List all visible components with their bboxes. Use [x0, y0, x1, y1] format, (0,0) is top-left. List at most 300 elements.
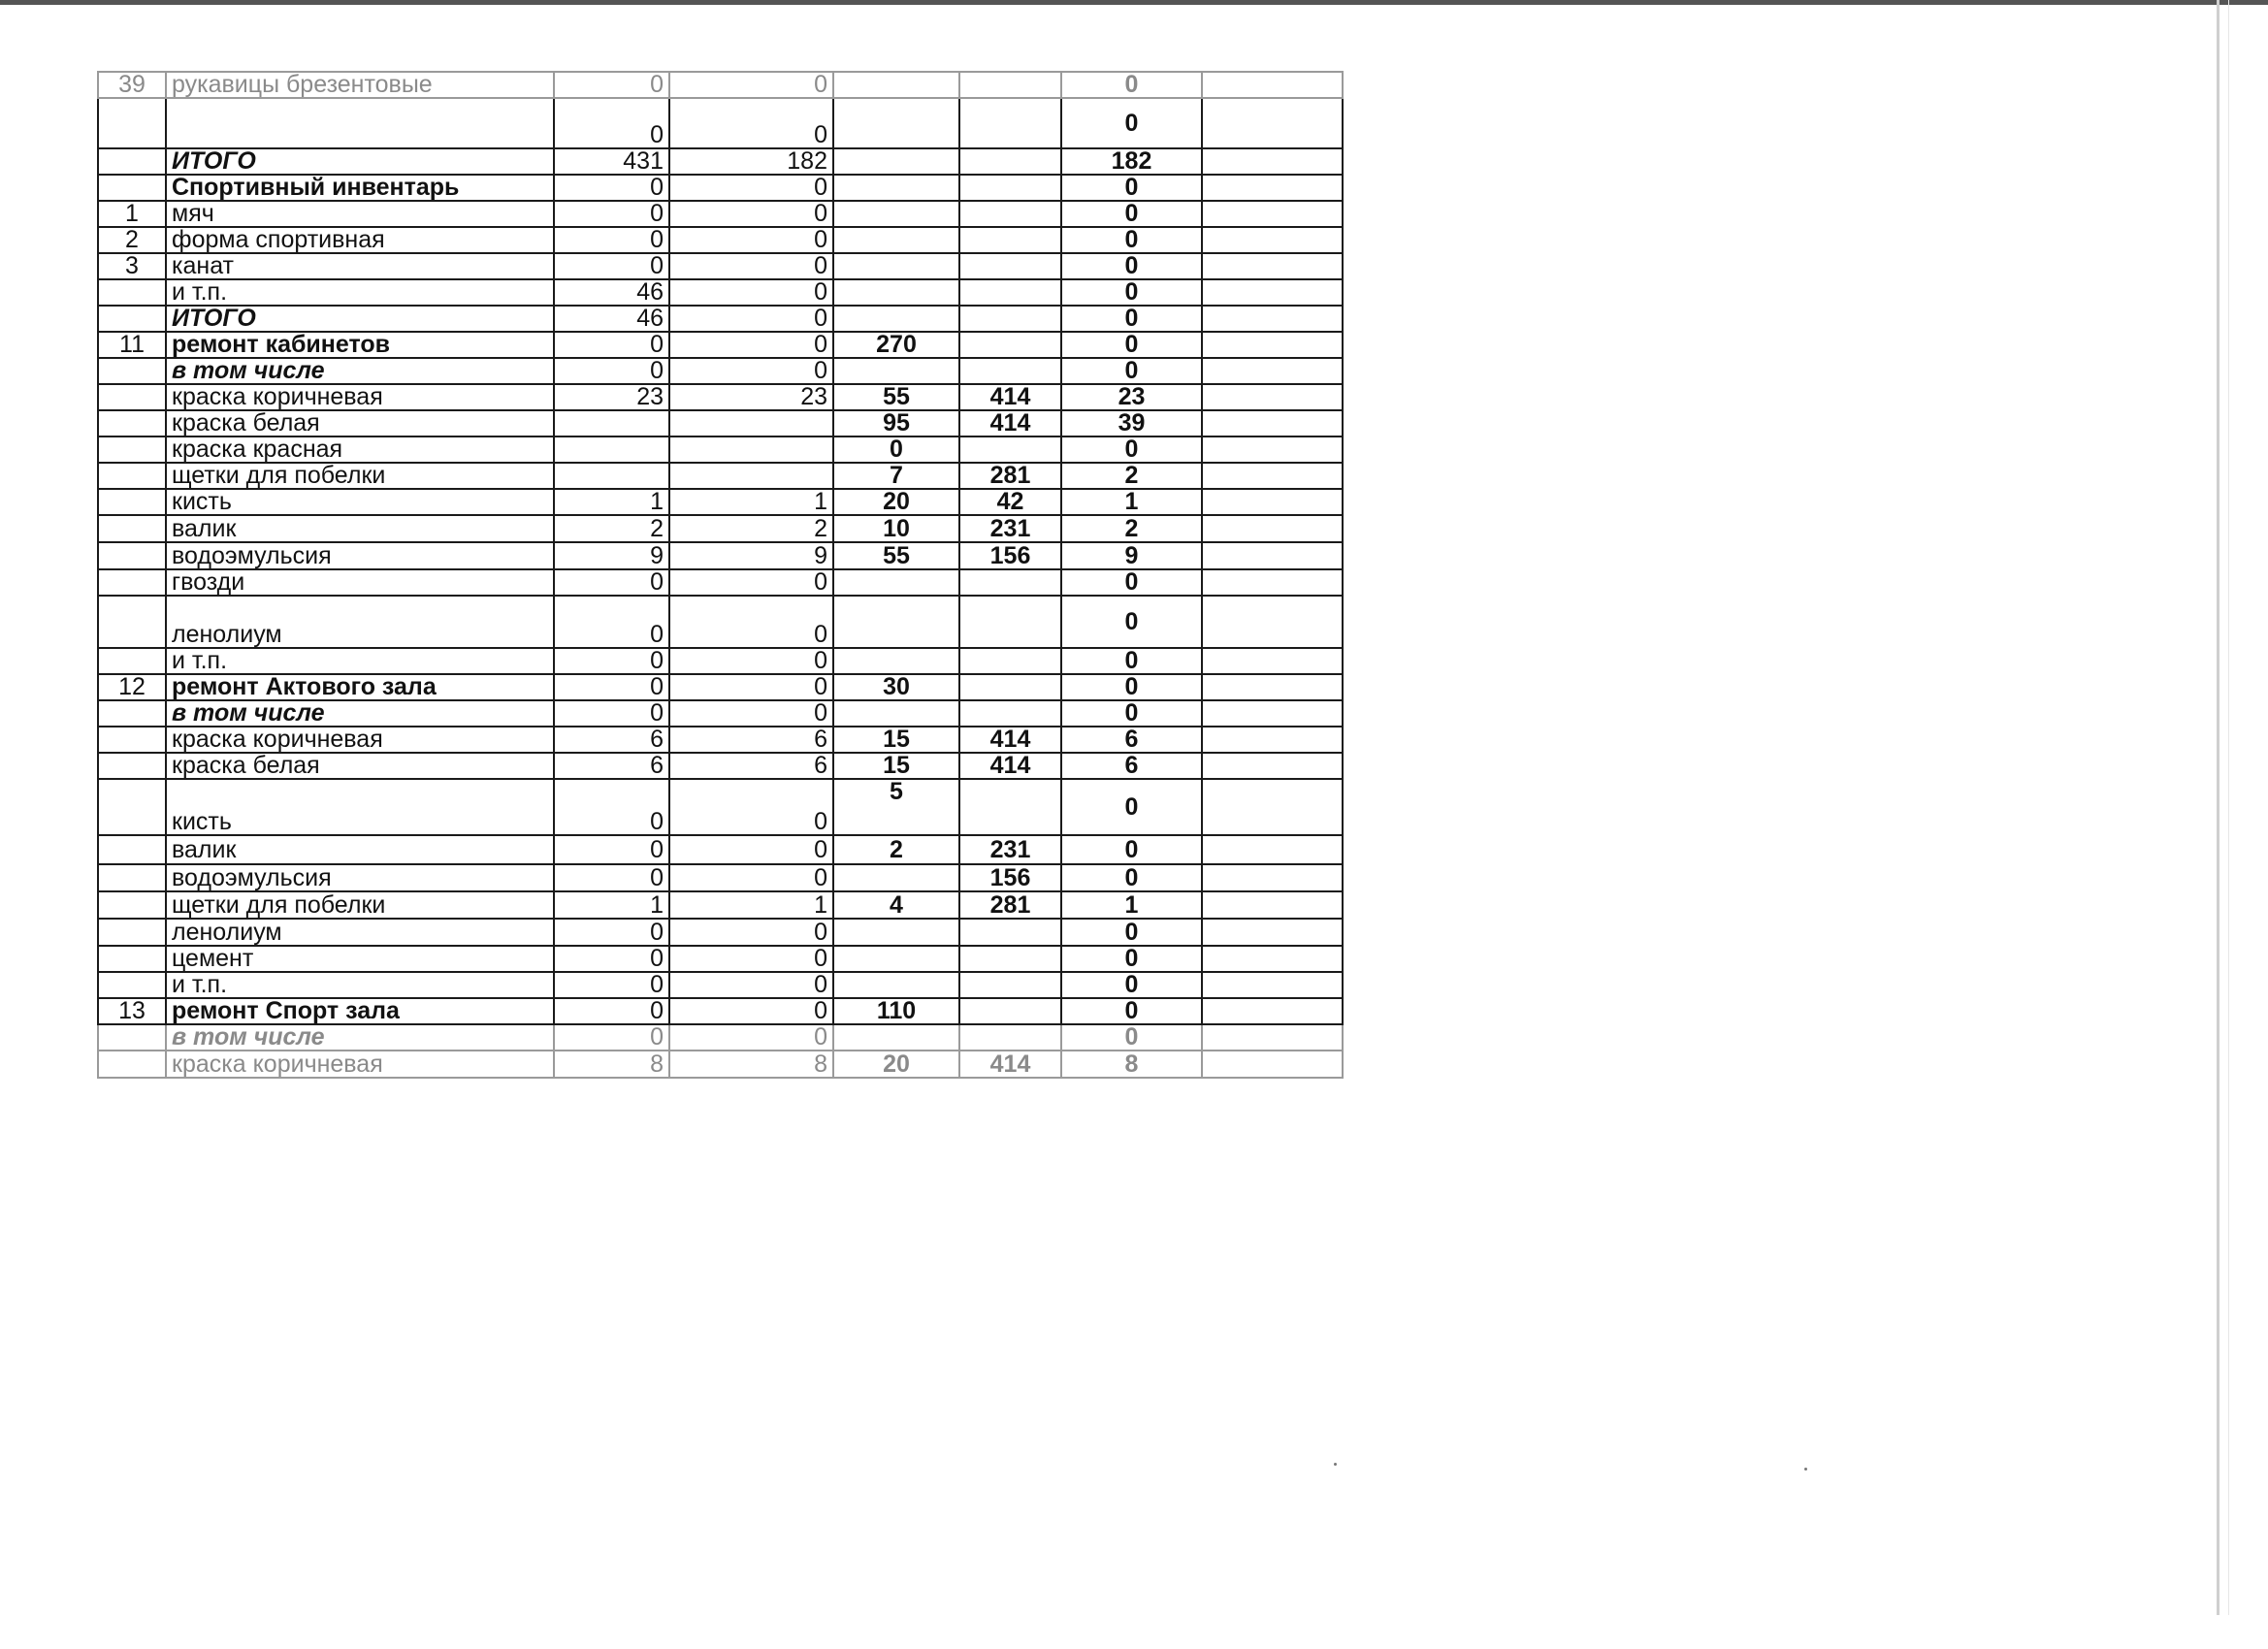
qty-actual-cell: 8 — [669, 1051, 833, 1078]
item-name-cell: кисть — [166, 489, 554, 515]
table-row — [98, 674, 1343, 700]
empty-cell — [1202, 253, 1343, 279]
qty-planned-cell: 0 — [554, 201, 669, 227]
qty-actual-cell: 1 — [669, 489, 833, 515]
empty-cell — [1202, 596, 1343, 648]
empty-cell — [1202, 972, 1343, 998]
qty-planned-cell: 0 — [554, 569, 669, 596]
qty-planned-cell: 0 — [554, 835, 669, 864]
item-name-cell: водоэмульсия — [166, 542, 554, 569]
item-name-cell: щетки для побелки — [166, 891, 554, 919]
table-row — [98, 253, 1343, 279]
qty-norm-cell — [833, 596, 959, 648]
row-number-cell — [98, 835, 166, 864]
item-name-cell: валик — [166, 515, 554, 542]
unit-price-cell — [959, 332, 1061, 358]
qty-planned-cell: 0 — [554, 253, 669, 279]
qty-actual-cell: 0 — [669, 919, 833, 946]
qty-norm-cell — [833, 972, 959, 998]
unit-price-cell: 156 — [959, 864, 1061, 891]
unit-price-cell: 281 — [959, 891, 1061, 919]
table-row — [98, 332, 1343, 358]
item-name-cell: ИТОГО — [166, 148, 554, 175]
qty-actual-cell: 182 — [669, 148, 833, 175]
empty-cell — [1202, 227, 1343, 253]
inventory-table — [97, 71, 1344, 1079]
unit-price-cell — [959, 674, 1061, 700]
unit-price-cell — [959, 779, 1061, 835]
item-name-cell: и т.п. — [166, 648, 554, 674]
row-number-cell — [98, 279, 166, 306]
qty-total-cell: 23 — [1061, 384, 1202, 410]
item-name-cell: ленолиум — [166, 596, 554, 648]
unit-price-cell — [959, 148, 1061, 175]
row-number-cell — [98, 1024, 166, 1051]
table-row — [98, 648, 1343, 674]
qty-norm-cell: 95 — [833, 410, 959, 436]
qty-planned-cell: 2 — [554, 515, 669, 542]
qty-actual-cell: 0 — [669, 700, 833, 727]
row-number-cell — [98, 148, 166, 175]
qty-planned-cell: 9 — [554, 542, 669, 569]
item-name-cell: краска белая — [166, 410, 554, 436]
unit-price-cell: 156 — [959, 542, 1061, 569]
qty-total-cell: 39 — [1061, 410, 1202, 436]
empty-cell — [1202, 72, 1343, 98]
item-name-cell: гвозди — [166, 569, 554, 596]
table-row — [98, 279, 1343, 306]
qty-actual-cell: 0 — [669, 946, 833, 972]
qty-total-cell: 0 — [1061, 227, 1202, 253]
table-row — [98, 227, 1343, 253]
table-row — [98, 175, 1343, 201]
unit-price-cell — [959, 596, 1061, 648]
item-name-cell: и т.п. — [166, 972, 554, 998]
qty-planned-cell: 0 — [554, 227, 669, 253]
row-number-cell — [98, 384, 166, 410]
qty-total-cell: 0 — [1061, 596, 1202, 648]
qty-actual-cell: 0 — [669, 1024, 833, 1051]
unit-price-cell — [959, 201, 1061, 227]
unit-price-cell: 231 — [959, 835, 1061, 864]
qty-total-cell: 0 — [1061, 253, 1202, 279]
qty-norm-cell: 30 — [833, 674, 959, 700]
qty-planned-cell: 0 — [554, 972, 669, 998]
row-number-cell — [98, 648, 166, 674]
qty-actual-cell: 0 — [669, 175, 833, 201]
qty-actual-cell: 6 — [669, 727, 833, 753]
item-name-cell: краска белая — [166, 753, 554, 779]
qty-norm-cell — [833, 201, 959, 227]
qty-planned-cell: 6 — [554, 753, 669, 779]
empty-cell — [1202, 569, 1343, 596]
unit-price-cell — [959, 306, 1061, 332]
empty-cell — [1202, 919, 1343, 946]
item-name-cell: форма спортивная — [166, 227, 554, 253]
table-row — [98, 946, 1343, 972]
row-number-cell — [98, 306, 166, 332]
empty-cell — [1202, 864, 1343, 891]
qty-norm-cell: 55 — [833, 384, 959, 410]
row-number-cell — [98, 358, 166, 384]
empty-cell — [1202, 384, 1343, 410]
qty-norm-cell: 110 — [833, 998, 959, 1024]
item-name-cell: цемент — [166, 946, 554, 972]
qty-planned-cell: 0 — [554, 596, 669, 648]
item-name-cell: в том числе — [166, 700, 554, 727]
item-name-cell: щетки для побелки — [166, 463, 554, 489]
qty-norm-cell — [833, 946, 959, 972]
qty-actual-cell: 0 — [669, 332, 833, 358]
unit-price-cell — [959, 253, 1061, 279]
item-name-cell: ремонт Спорт зала — [166, 998, 554, 1024]
qty-norm-cell: 7 — [833, 463, 959, 489]
qty-norm-cell — [833, 919, 959, 946]
qty-norm-cell — [833, 700, 959, 727]
qty-actual-cell: 1 — [669, 891, 833, 919]
row-number-cell: 39 — [98, 72, 166, 98]
qty-norm-cell: 0 — [833, 436, 959, 463]
qty-actual-cell: 0 — [669, 674, 833, 700]
qty-planned-cell: 0 — [554, 358, 669, 384]
table-row — [98, 148, 1343, 175]
qty-planned-cell: 0 — [554, 779, 669, 835]
qty-norm-cell: 5 — [833, 779, 959, 835]
table-row — [98, 998, 1343, 1024]
qty-planned-cell: 0 — [554, 98, 669, 148]
table-row — [98, 1051, 1343, 1078]
unit-price-cell: 414 — [959, 753, 1061, 779]
empty-cell — [1202, 779, 1343, 835]
qty-norm-cell — [833, 148, 959, 175]
qty-actual-cell: 2 — [669, 515, 833, 542]
item-name-cell: краска красная — [166, 436, 554, 463]
empty-cell — [1202, 306, 1343, 332]
row-number-cell — [98, 891, 166, 919]
row-number-cell — [98, 919, 166, 946]
row-number-cell: 13 — [98, 998, 166, 1024]
row-number-cell: 1 — [98, 201, 166, 227]
table-row — [98, 358, 1343, 384]
table-row — [98, 569, 1343, 596]
qty-norm-cell — [833, 98, 959, 148]
row-number-cell — [98, 98, 166, 148]
qty-total-cell: 0 — [1061, 1024, 1202, 1051]
qty-total-cell: 0 — [1061, 279, 1202, 306]
qty-total-cell: 0 — [1061, 175, 1202, 201]
qty-total-cell: 8 — [1061, 1051, 1202, 1078]
qty-total-cell: 0 — [1061, 835, 1202, 864]
qty-actual-cell: 0 — [669, 306, 833, 332]
empty-cell — [1202, 358, 1343, 384]
item-name-cell: Спортивный инвентарь — [166, 175, 554, 201]
row-number-cell — [98, 946, 166, 972]
table-row — [98, 727, 1343, 753]
qty-planned-cell: 46 — [554, 306, 669, 332]
unit-price-cell: 42 — [959, 489, 1061, 515]
empty-cell — [1202, 463, 1343, 489]
qty-planned-cell: 0 — [554, 1024, 669, 1051]
qty-norm-cell — [833, 306, 959, 332]
table-row — [98, 384, 1343, 410]
qty-total-cell: 2 — [1061, 463, 1202, 489]
row-number-cell — [98, 1051, 166, 1078]
empty-cell — [1202, 727, 1343, 753]
table-row — [98, 596, 1343, 648]
item-name-cell: краска коричневая — [166, 384, 554, 410]
row-number-cell — [98, 727, 166, 753]
empty-cell — [1202, 332, 1343, 358]
table-row — [98, 542, 1343, 569]
qty-norm-cell: 15 — [833, 753, 959, 779]
table-row — [98, 515, 1343, 542]
qty-planned-cell: 0 — [554, 648, 669, 674]
qty-actual-cell: 0 — [669, 569, 833, 596]
empty-cell — [1202, 753, 1343, 779]
row-number-cell: 12 — [98, 674, 166, 700]
qty-norm-cell — [833, 864, 959, 891]
qty-norm-cell — [833, 648, 959, 674]
table-row — [98, 700, 1343, 727]
empty-cell — [1202, 648, 1343, 674]
scan-right-edge — [2217, 0, 2219, 1615]
qty-actual-cell: 0 — [669, 98, 833, 148]
qty-total-cell: 0 — [1061, 864, 1202, 891]
row-number-cell — [98, 489, 166, 515]
row-number-cell — [98, 779, 166, 835]
qty-total-cell: 0 — [1061, 569, 1202, 596]
table-row — [98, 972, 1343, 998]
empty-cell — [1202, 515, 1343, 542]
qty-planned-cell: 6 — [554, 727, 669, 753]
qty-total-cell: 0 — [1061, 358, 1202, 384]
empty-cell — [1202, 1024, 1343, 1051]
empty-cell — [1202, 279, 1343, 306]
qty-planned-cell — [554, 463, 669, 489]
qty-total-cell: 1 — [1061, 489, 1202, 515]
unit-price-cell — [959, 98, 1061, 148]
qty-actual-cell: 0 — [669, 279, 833, 306]
qty-planned-cell — [554, 410, 669, 436]
qty-total-cell: 0 — [1061, 306, 1202, 332]
qty-norm-cell — [833, 72, 959, 98]
row-number-cell: 2 — [98, 227, 166, 253]
row-number-cell — [98, 436, 166, 463]
unit-price-cell — [959, 175, 1061, 201]
qty-planned-cell — [554, 436, 669, 463]
qty-norm-cell — [833, 227, 959, 253]
qty-actual-cell: 0 — [669, 72, 833, 98]
unit-price-cell — [959, 946, 1061, 972]
row-number-cell — [98, 463, 166, 489]
row-number-cell — [98, 596, 166, 648]
row-number-cell — [98, 972, 166, 998]
empty-cell — [1202, 835, 1343, 864]
qty-total-cell: 0 — [1061, 779, 1202, 835]
table-row — [98, 436, 1343, 463]
qty-total-cell: 2 — [1061, 515, 1202, 542]
item-name-cell — [166, 98, 554, 148]
item-name-cell: валик — [166, 835, 554, 864]
qty-total-cell: 0 — [1061, 436, 1202, 463]
qty-total-cell: 0 — [1061, 700, 1202, 727]
row-number-cell — [98, 864, 166, 891]
unit-price-cell — [959, 569, 1061, 596]
empty-cell — [1202, 998, 1343, 1024]
unit-price-cell — [959, 227, 1061, 253]
empty-cell — [1202, 1051, 1343, 1078]
qty-total-cell: 0 — [1061, 946, 1202, 972]
qty-planned-cell: 1 — [554, 891, 669, 919]
table-row — [98, 489, 1343, 515]
qty-actual-cell: 0 — [669, 596, 833, 648]
qty-planned-cell: 0 — [554, 175, 669, 201]
unit-price-cell: 281 — [959, 463, 1061, 489]
unit-price-cell — [959, 279, 1061, 306]
qty-norm-cell — [833, 279, 959, 306]
scan-speck — [1334, 1463, 1337, 1466]
qty-norm-cell — [833, 253, 959, 279]
item-name-cell: мяч — [166, 201, 554, 227]
unit-price-cell: 231 — [959, 515, 1061, 542]
qty-planned-cell: 46 — [554, 279, 669, 306]
qty-planned-cell: 431 — [554, 148, 669, 175]
row-number-cell — [98, 700, 166, 727]
unit-price-cell — [959, 358, 1061, 384]
row-number-cell — [98, 569, 166, 596]
item-name-cell: в том числе — [166, 358, 554, 384]
empty-cell — [1202, 201, 1343, 227]
unit-price-cell: 414 — [959, 727, 1061, 753]
unit-price-cell — [959, 919, 1061, 946]
empty-cell — [1202, 542, 1343, 569]
qty-actual-cell — [669, 410, 833, 436]
scan-top-edge — [0, 0, 2268, 5]
qty-actual-cell: 0 — [669, 648, 833, 674]
qty-planned-cell: 8 — [554, 1051, 669, 1078]
qty-planned-cell: 0 — [554, 919, 669, 946]
unit-price-cell: 414 — [959, 384, 1061, 410]
qty-actual-cell: 0 — [669, 201, 833, 227]
unit-price-cell: 414 — [959, 1051, 1061, 1078]
qty-total-cell: 0 — [1061, 332, 1202, 358]
qty-actual-cell: 0 — [669, 227, 833, 253]
qty-total-cell: 0 — [1061, 998, 1202, 1024]
empty-cell — [1202, 98, 1343, 148]
row-number-cell — [98, 175, 166, 201]
empty-cell — [1202, 436, 1343, 463]
qty-norm-cell: 20 — [833, 489, 959, 515]
qty-total-cell: 0 — [1061, 98, 1202, 148]
table-row — [98, 919, 1343, 946]
empty-cell — [1202, 489, 1343, 515]
qty-planned-cell: 1 — [554, 489, 669, 515]
qty-total-cell: 9 — [1061, 542, 1202, 569]
qty-total-cell: 6 — [1061, 753, 1202, 779]
qty-total-cell: 0 — [1061, 919, 1202, 946]
row-number-cell: 11 — [98, 332, 166, 358]
table-row — [98, 201, 1343, 227]
qty-planned-cell: 0 — [554, 72, 669, 98]
unit-price-cell — [959, 998, 1061, 1024]
item-name-cell: канат — [166, 253, 554, 279]
qty-total-cell: 1 — [1061, 891, 1202, 919]
empty-cell — [1202, 410, 1343, 436]
qty-planned-cell: 0 — [554, 700, 669, 727]
item-name-cell: в том числе — [166, 1024, 554, 1051]
unit-price-cell — [959, 700, 1061, 727]
qty-planned-cell: 0 — [554, 864, 669, 891]
qty-actual-cell: 0 — [669, 864, 833, 891]
unit-price-cell — [959, 1024, 1061, 1051]
table-row — [98, 98, 1343, 148]
qty-norm-cell: 270 — [833, 332, 959, 358]
qty-planned-cell: 0 — [554, 998, 669, 1024]
table-row — [98, 753, 1343, 779]
empty-cell — [1202, 175, 1343, 201]
row-number-cell: 3 — [98, 253, 166, 279]
item-name-cell: ИТОГО — [166, 306, 554, 332]
qty-planned-cell: 23 — [554, 384, 669, 410]
qty-total-cell: 0 — [1061, 201, 1202, 227]
qty-norm-cell — [833, 1024, 959, 1051]
qty-norm-cell: 20 — [833, 1051, 959, 1078]
qty-actual-cell: 0 — [669, 972, 833, 998]
table-row — [98, 72, 1343, 98]
unit-price-cell: 414 — [959, 410, 1061, 436]
unit-price-cell — [959, 436, 1061, 463]
qty-actual-cell — [669, 436, 833, 463]
table-row — [98, 864, 1343, 891]
qty-total-cell: 0 — [1061, 972, 1202, 998]
qty-planned-cell: 0 — [554, 946, 669, 972]
qty-norm-cell — [833, 175, 959, 201]
table-row — [98, 1024, 1343, 1051]
qty-total-cell: 0 — [1061, 674, 1202, 700]
qty-actual-cell — [669, 463, 833, 489]
unit-price-cell — [959, 648, 1061, 674]
table-row — [98, 410, 1343, 436]
row-number-cell — [98, 515, 166, 542]
qty-total-cell: 182 — [1061, 148, 1202, 175]
item-name-cell: краска коричневая — [166, 1051, 554, 1078]
qty-actual-cell: 9 — [669, 542, 833, 569]
table-row — [98, 891, 1343, 919]
item-name-cell: кисть — [166, 779, 554, 835]
qty-norm-cell — [833, 569, 959, 596]
qty-actual-cell: 0 — [669, 253, 833, 279]
item-name-cell: и т.п. — [166, 279, 554, 306]
qty-norm-cell: 2 — [833, 835, 959, 864]
qty-norm-cell: 4 — [833, 891, 959, 919]
qty-norm-cell: 15 — [833, 727, 959, 753]
qty-planned-cell: 0 — [554, 674, 669, 700]
qty-actual-cell: 23 — [669, 384, 833, 410]
scan-speck — [1804, 1468, 1807, 1471]
scan-right-edge-shadow — [2228, 0, 2229, 1615]
unit-price-cell — [959, 972, 1061, 998]
qty-actual-cell: 6 — [669, 753, 833, 779]
item-name-cell: ремонт Актового зала — [166, 674, 554, 700]
row-number-cell — [98, 753, 166, 779]
item-name-cell: ленолиум — [166, 919, 554, 946]
item-name-cell: рукавицы брезентовые — [166, 72, 554, 98]
qty-actual-cell: 0 — [669, 998, 833, 1024]
qty-actual-cell: 0 — [669, 835, 833, 864]
qty-total-cell: 0 — [1061, 72, 1202, 98]
item-name-cell: ремонт кабинетов — [166, 332, 554, 358]
table-row — [98, 779, 1343, 835]
